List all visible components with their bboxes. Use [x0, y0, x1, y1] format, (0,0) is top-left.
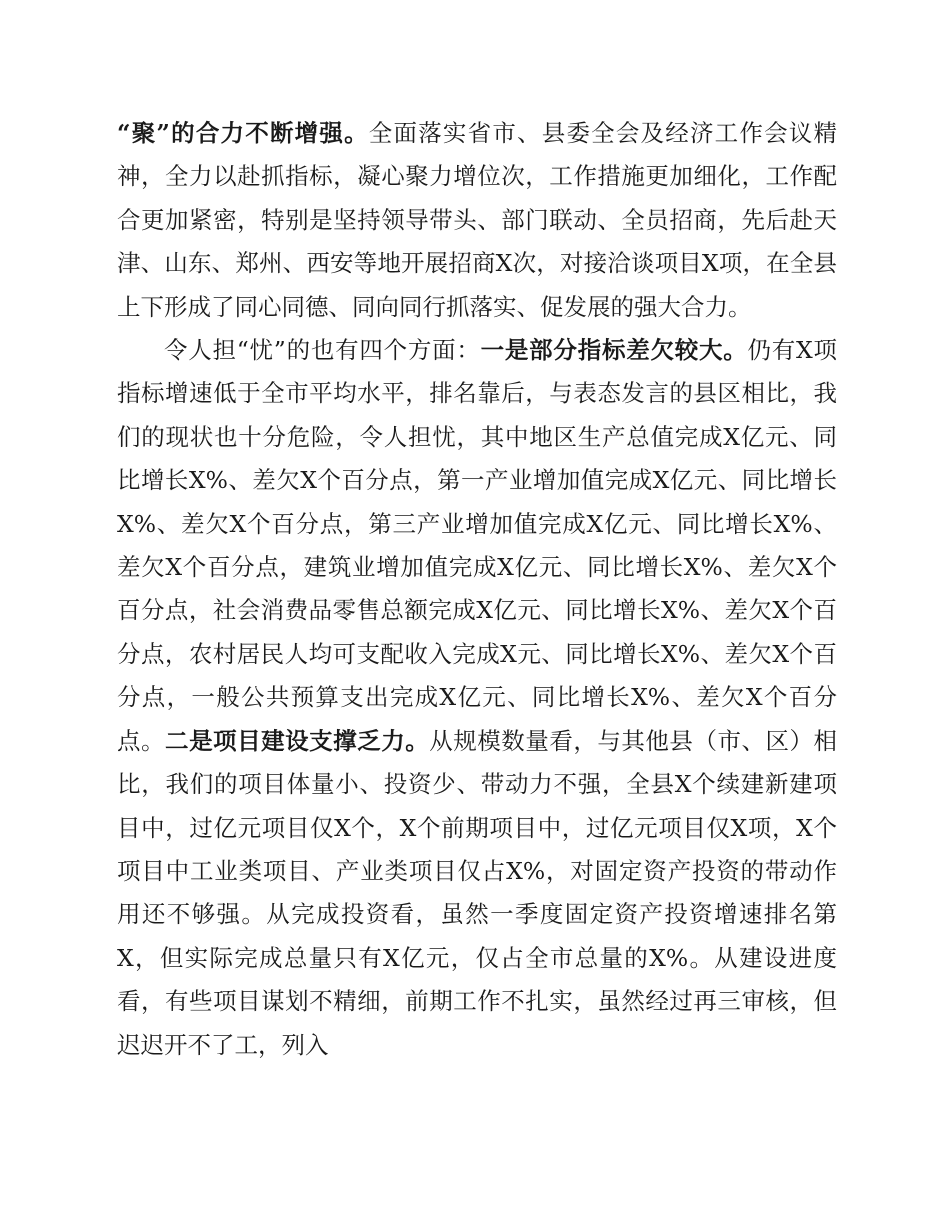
paragraph-cohesion-text: 全面落实省市、县委全会及经济工作会议精神，全力以赴抓指标，凝心聚力增位次，工作措施更加细化，工作配合更加紧密，特别是坚持领导带头、部门联动、全员招商，先后赴天津、山东、郑州、西安等地开展招商X次，对接洽谈项目X项，在全县上下形成了同心同德、同向同行抓落实、促发展的强大合力。 [117, 119, 837, 321]
concern-two-text: 从规模数量看，与其他县（市、区）相比，我们的项目体量小、投资少、带动力不强，全县X个续建新建项目中，过亿元项目仅X个，X个前期项目中，过亿元项目仅X项，X个项目中工业类项目、产业类项目仅占X%，对固定资产投资的带动作用还不够强。从完成投资看，虽然一季度固定资产投资增速排名第X，但实际完成总量只有X亿元，仅占全市总量的X%。从建设进度看，有些项目谋划不精细，前期工作不扎实，虽然经过再三审核，但迟迟开不了工，列入 [117, 726, 838, 1059]
paragraph-cohesion [117, 112, 837, 329]
document-body [117, 112, 837, 1067]
concern-one-text: 仍有X项指标增速低于全市平均水平，排名靠后，与表态发言的县区相比，我们的现状也十分危险，令人担忧，其中地区生产总值完成X亿元、同比增长X%、差欠X个百分点，第一产业增加值完成X亿元、同比增长X%、差欠X个百分点，第三产业增加值完成X亿元、同比增长X%、差欠X个百分点，建筑业增加值完成X亿元、同比增长X%、差欠X个百分点，社会消费品零售总额完成X亿元、同比增长X%、差欠X个百分点，农村居民人均可支配收入完成X元、同比增长X%、差欠X个百分点，一般公共预算支出完成X亿元、同比增长X%、差欠X个百分点。 [117, 336, 838, 755]
concerns-intro: 令人担“忧”的也有四个方面： [164, 336, 481, 365]
concern-two-heading: 二是项目建设支撑乏力。 [165, 726, 430, 755]
paragraph-concerns [117, 329, 837, 1067]
heading-cohesion: “聚”的合力不断增强。 [117, 119, 369, 147]
concern-one-heading: 一是部分指标差欠较大。 [480, 336, 748, 365]
